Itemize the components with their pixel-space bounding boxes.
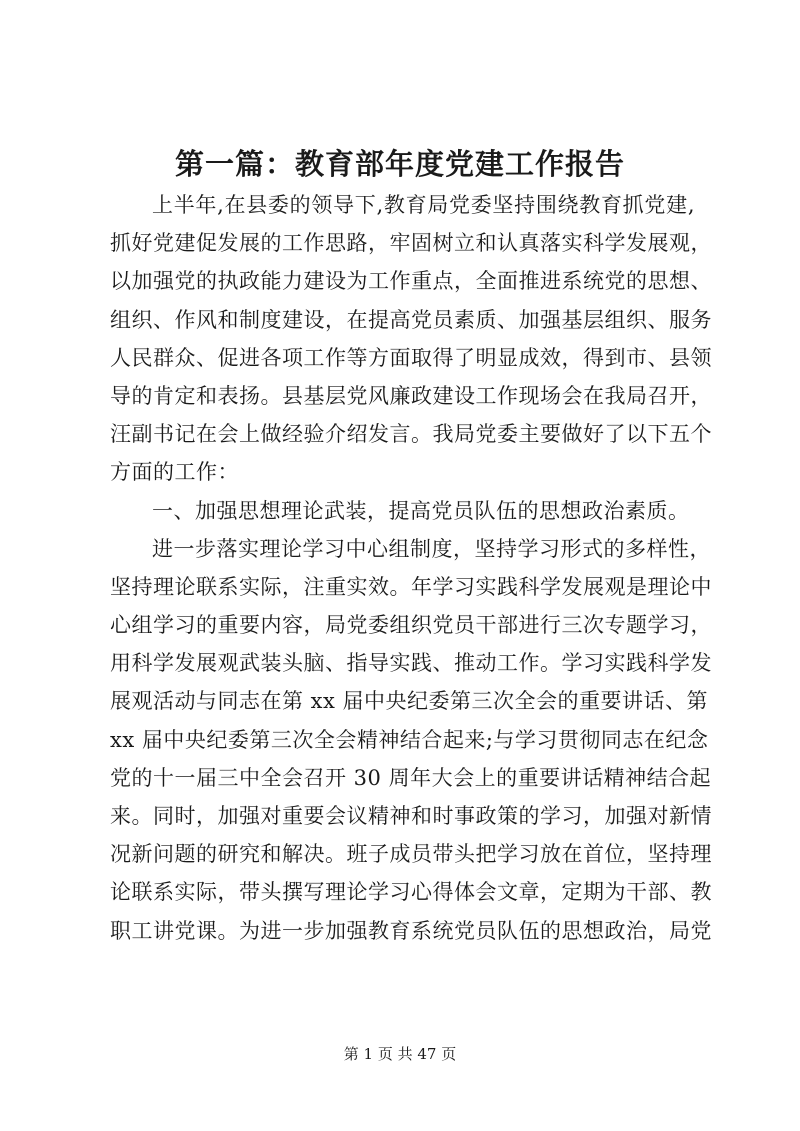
- paragraph-line: 职工讲党课。为进一步加强教育系统党员队伍的思想政治，局党: [110, 918, 712, 943]
- paragraph-line: 人民群众、促进各项工作等方面取得了明显成效，得到市、县领: [110, 345, 712, 370]
- page-number-footer: 第 1 页 共 47 页: [343, 1045, 457, 1063]
- paragraph-line: 抓好党建促发展的工作思路，牢固树立和认真落实科学发展观，: [110, 231, 712, 256]
- paragraph-line: xx 届中央纪委第三次全会精神结合起来;与学习贯彻同志在纪念: [110, 727, 709, 752]
- paragraph-line: 上半年,在县委的领导下,教育局党委坚持围绕教育抓党建,: [152, 193, 695, 217]
- paragraph-line: 导的肯定和表扬。县基层党风廉政建设工作现场会在我局召开，: [110, 383, 712, 408]
- paragraph-line: 展观活动与同志在第 xx 届中央纪委第三次全会的重要讲话、第: [110, 689, 709, 714]
- paragraph-line: 论联系实际，带头撰写理论学习心得体会文章，定期为干部、教: [110, 880, 712, 905]
- paragraph-line: 以加强党的执政能力建设为工作重点，全面推进系统党的思想、: [110, 269, 712, 294]
- paragraph-line: 汪副书记在会上做经验介绍发言。我局党委主要做好了以下五个: [110, 422, 712, 447]
- paragraph-line: 方面的工作：: [110, 460, 239, 485]
- paragraph-line: 进一步落实理论学习中心组制度，坚持学习形式的多样性，: [152, 536, 711, 561]
- paragraph-line: 组织、作风和制度建设，在提高党员素质、加强基层组织、服务: [110, 307, 712, 332]
- paragraph-line: 坚持理论联系实际，注重实效。年学习实践科学发展观是理论中: [110, 574, 712, 599]
- paragraph-line: 况新问题的研究和解决。班子成员带头把学习放在首位，坚持理: [110, 842, 712, 867]
- document-title: 第一篇：教育部年度党建工作报告: [174, 147, 625, 181]
- section-heading: 一、加强思想理论武装，提高党员队伍的思想政治素质。: [152, 498, 690, 523]
- paragraph-line: 党的十一届三中全会召开 30 周年大会上的重要讲话精神结合起: [110, 765, 712, 790]
- document-body: [110, 186, 712, 950]
- paragraph-line: 心组学习的重要内容，局党委组织党员干部进行三次专题学习，: [110, 613, 712, 638]
- paragraph-line: 用科学发展观武装头脑、指导实践、推动工作。学习实践科学发: [110, 651, 712, 676]
- paragraph-line: 来。同时，加强对重要会议精神和时事政策的学习，加强对新情: [110, 804, 712, 828]
